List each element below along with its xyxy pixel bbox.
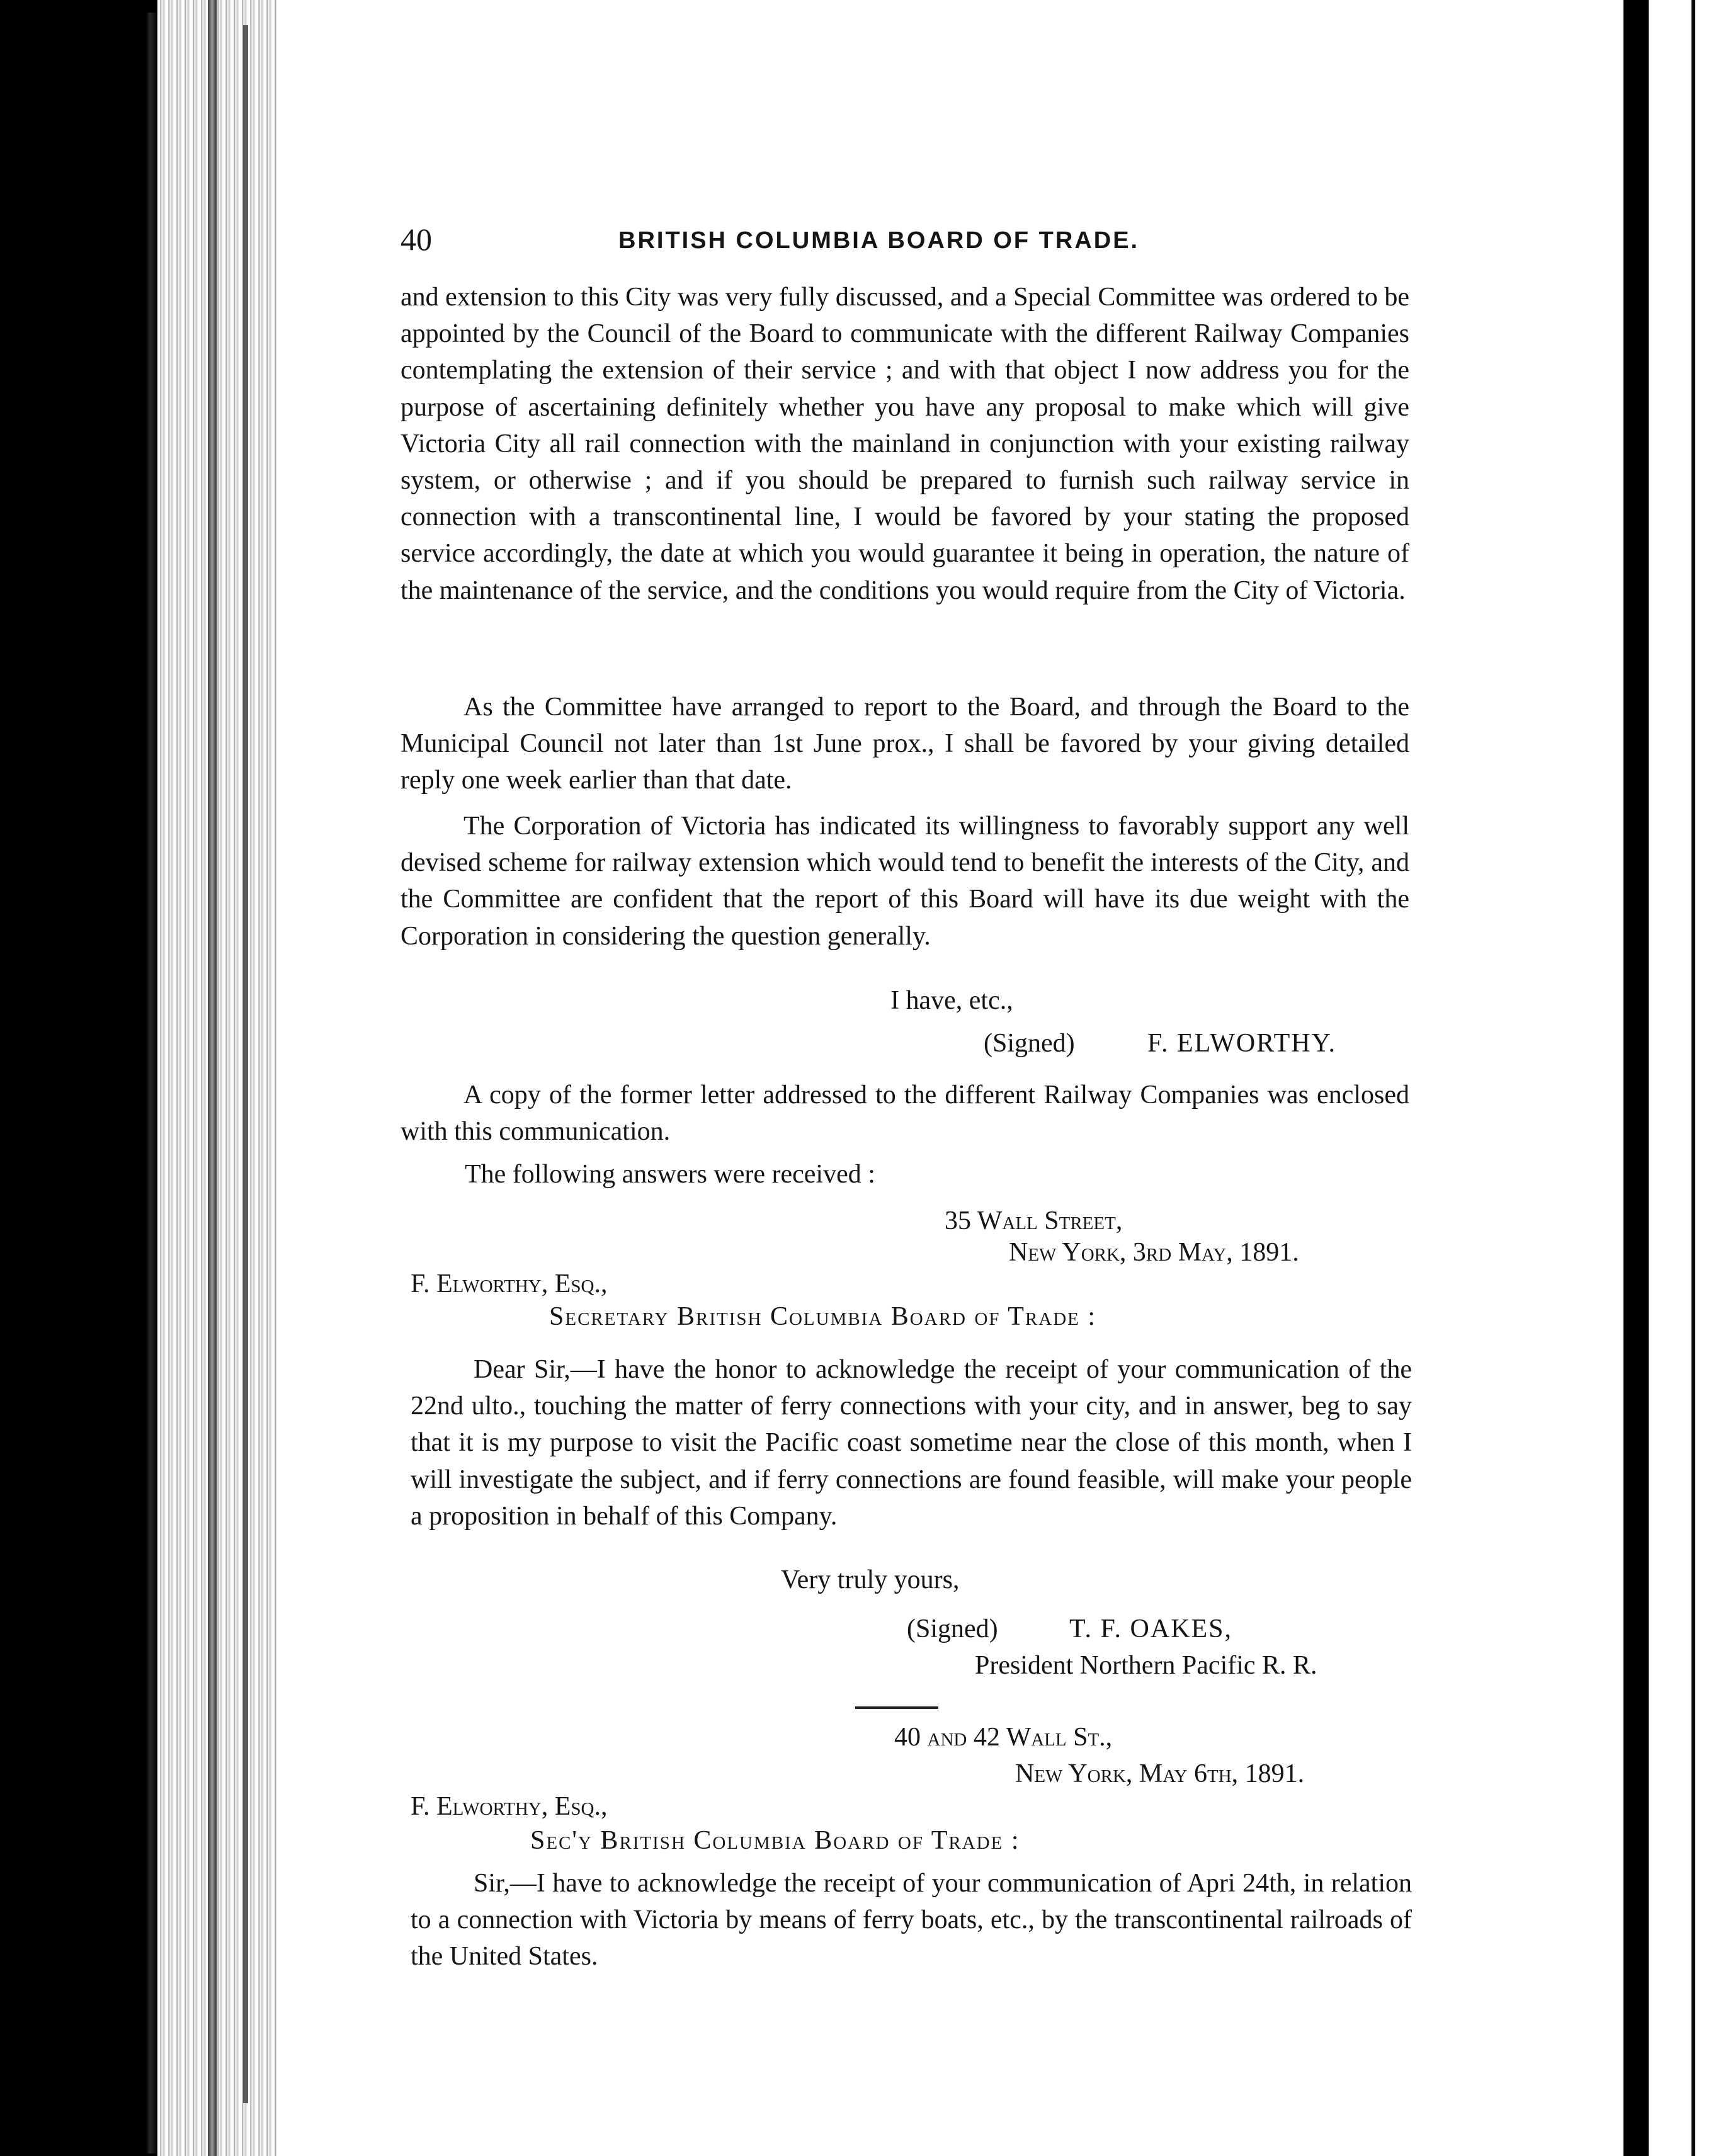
letter1-signer-title: President Northern Pacific R. R. bbox=[975, 1651, 1317, 1680]
right-binding-shadow bbox=[1623, 0, 1649, 2156]
signer-name-1: F. ELWORTHY. bbox=[1147, 1029, 1337, 1058]
letter1-signer-name: T. F. OAKES, bbox=[1069, 1614, 1233, 1643]
signed-label-1: (Signed) bbox=[984, 1029, 1075, 1058]
binding-shadow bbox=[0, 0, 157, 2156]
letter2-address-line1: 40 and 42 Wall St., bbox=[894, 1723, 1113, 1752]
letter1-address-line2: New York, 3rd May, 1891. bbox=[1009, 1238, 1299, 1267]
paragraph-5: The following answers were received : bbox=[465, 1160, 875, 1189]
letter2-addressee: F. Elworthy, Esq., bbox=[411, 1792, 608, 1821]
letter2-addressee-title: Sec'y British Columbia Board of Trade : bbox=[530, 1826, 1020, 1855]
running-title: BRITISH COLUMBIA BOARD OF TRADE. bbox=[618, 227, 1140, 254]
letter1-signed-label: (Signed) bbox=[907, 1614, 998, 1643]
letter1-body: Dear Sir,—I have the honor to acknowledge the receipt of your communication of the 22nd ulto., touching the matter of ferry connections with your city, and in answer, beg to say that it is my purpose to visit the Pacific coast sometime near the close of this month, when I will investigate the subject, and if ferry connections are found feasible, will make your people a proposition in behalf of this Company. bbox=[411, 1355, 1412, 1531]
page-edges bbox=[157, 0, 277, 2156]
page-header bbox=[401, 217, 1189, 261]
letter2-body: Sir,—I have to acknowledge the receipt of your communication of Apri 24th, in relation to a connection with Victoria by means of ferry boats, etc., by the transcontinental railroads of the United States. bbox=[411, 1869, 1412, 1972]
page-edge-shadow bbox=[208, 0, 217, 2156]
next-page-strip bbox=[1649, 0, 1728, 2156]
paragraph-2: As the Committee have arranged to report to the Board, and through the Board to the Municipal Council not later than 1st June prox., I shall be favored by your giving detailed reply one week earlier than that date. bbox=[401, 693, 1409, 795]
next-page-edge bbox=[1691, 0, 1695, 2156]
gutter-line bbox=[243, 25, 248, 2103]
letter1-addressee-title: Secretary British Columbia Board of Trade : bbox=[549, 1302, 1097, 1331]
paragraph-1: and extension to this City was very fully discussed, and a Special Committee was ordered to be appointed by the Council of the Board to communicate with the different Railway Companies contemplating the extension of their service ; and with that object I now address you for the purpose of ascertaining definitely whether you have any proposal to make which will give Victoria City all rail connection with the mainland in conjunction with your existing railway system, or otherwise ; and if you should be prepared to furnish such railway service in connection with a transcontinental line, I would be favored by your stating the proposed service accordingly, the date at which you would guarantee it being in operation, the nature of the maintenance of the service, and the conditions you would require from the City of Victoria. bbox=[401, 283, 1409, 605]
letter1-address-line1: 35 Wall Street, bbox=[945, 1206, 1123, 1235]
letter2-address-line2: New York, May 6th, 1891. bbox=[1015, 1759, 1305, 1788]
paragraph-3: The Corporation of Victoria has indicated its willingness to favorably support any well devised scheme for railway extension which would tend to benefit the interests of the City, and the Committee are confident that the report of this Board will have its due weight with the Corporation in considering the question generally. bbox=[401, 812, 1409, 951]
letter1-addressee: F. Elworthy, Esq., bbox=[411, 1269, 608, 1298]
binding-streak bbox=[146, 13, 157, 2153]
section-divider bbox=[855, 1706, 938, 1709]
letter1-closing: Very truly yours, bbox=[781, 1565, 960, 1594]
page-number: 40 bbox=[401, 222, 432, 257]
paragraph-4: A copy of the former letter addressed to the different Railway Companies was enclosed with this communication. bbox=[401, 1081, 1409, 1147]
closing-1: I have, etc., bbox=[890, 986, 1013, 1015]
